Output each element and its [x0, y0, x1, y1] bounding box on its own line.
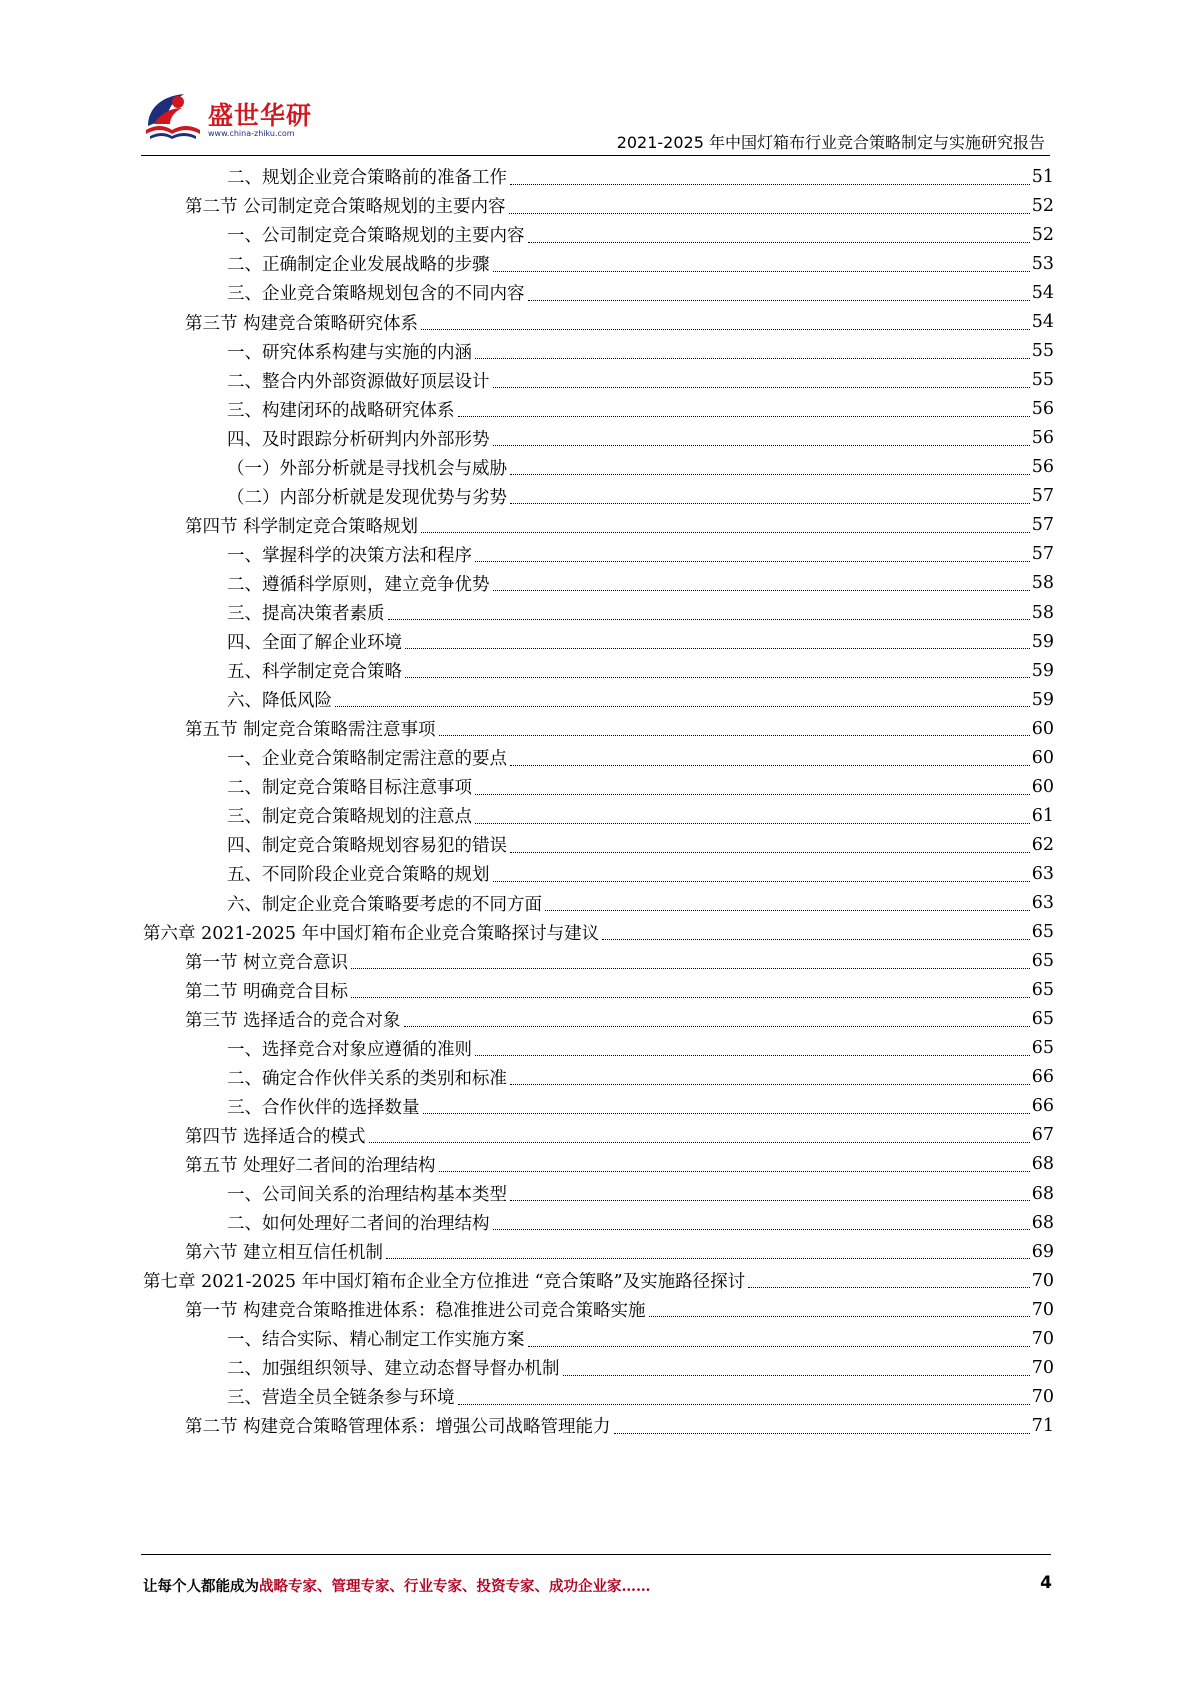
toc-entry[interactable]	[227, 452, 1054, 484]
toc-entry-page: 69	[1031, 1241, 1054, 1262]
toc-entry-page: 71	[1031, 1415, 1054, 1436]
toc-entry-title: 第二节 明确竞合目标	[185, 981, 349, 1002]
toc-entry-title: 五、不同阶段企业竞合策略的规划	[227, 865, 490, 886]
toc-entry[interactable]	[227, 1062, 1054, 1094]
toc-dot-leader	[475, 358, 1030, 359]
toc-entry-page: 62	[1031, 834, 1054, 855]
toc-entry-page: 65	[1031, 922, 1054, 943]
toc-entry[interactable]	[227, 1352, 1054, 1384]
toc-dot-leader	[475, 823, 1030, 824]
toc-entry[interactable]	[227, 1178, 1054, 1210]
toc-entry-title: 二、遵循科学原则，建立竞争优势	[227, 574, 490, 595]
logo-emblem	[140, 86, 206, 144]
toc-entry-title: 二、确定合作伙伴关系的类别和标准	[227, 1068, 507, 1089]
toc-dot-leader	[528, 242, 1030, 243]
toc-entry-page: 59	[1031, 631, 1054, 652]
toc-entry[interactable]	[185, 510, 1054, 542]
toc-entry-page: 53	[1031, 253, 1054, 274]
toc-entry-page: 52	[1031, 195, 1054, 216]
toc-entry-title: 第一节 构建竞合策略推进体系：稳准推进公司竞合策略实施	[185, 1301, 646, 1322]
toc-entry[interactable]	[185, 974, 1054, 1006]
toc-dot-leader	[405, 677, 1030, 678]
toc-entry-title: 三、构建闭环的战略研究体系	[227, 400, 455, 421]
toc-entry[interactable]	[227, 684, 1054, 716]
toc-entry[interactable]	[185, 1294, 1054, 1326]
toc-entry[interactable]	[227, 1091, 1054, 1123]
toc-entry-page: 67	[1031, 1125, 1054, 1146]
toc-entry[interactable]	[185, 1149, 1054, 1181]
toc-dot-leader	[528, 1346, 1030, 1347]
toc-dot-leader	[493, 590, 1030, 591]
toc-dot-leader	[510, 1084, 1030, 1085]
toc-entry[interactable]	[185, 306, 1054, 338]
toc-entry-page: 70	[1031, 1299, 1054, 1320]
toc-entry[interactable]	[227, 1207, 1054, 1239]
toc-dot-leader	[475, 794, 1030, 795]
toc-dot-leader	[510, 1200, 1030, 1201]
toc-entry-title: 一、选择竞合对象应遵循的准则	[227, 1039, 472, 1060]
toc-entry[interactable]	[185, 1120, 1054, 1152]
toc-entry-page: 56	[1031, 457, 1054, 478]
footer-slogan-highlight: 战略专家、管理专家、行业专家、投资专家、成功企业家……	[259, 1578, 651, 1595]
toc-entry-title: 三、制定竞合策略规划的注意点	[227, 807, 472, 828]
toc-entry[interactable]	[227, 393, 1054, 425]
toc-entry[interactable]	[185, 945, 1054, 977]
logo-name: 盛世华研	[208, 101, 313, 130]
toc-entry[interactable]	[227, 771, 1054, 803]
toc-entry[interactable]	[185, 713, 1054, 745]
toc-dot-leader	[493, 271, 1030, 272]
toc-entry-page: 68	[1031, 1183, 1054, 1204]
toc-entry-title: 四、全面了解企业环境	[227, 633, 402, 654]
toc-dot-leader	[510, 184, 1030, 185]
toc-entry-title: 第一节 树立竞合意识	[185, 952, 349, 973]
toc-entry-page: 63	[1031, 893, 1054, 913]
page-number: 4	[1040, 1573, 1052, 1593]
toc-dot-leader	[748, 1287, 1030, 1288]
toc-entry-page: 59	[1031, 689, 1054, 710]
toc-dot-leader	[602, 939, 1030, 940]
toc-entry[interactable]	[227, 800, 1054, 832]
toc-entry-page: 56	[1031, 428, 1054, 449]
toc-entry-page: 59	[1031, 660, 1054, 681]
toc-dot-leader	[475, 1055, 1030, 1056]
toc-entry[interactable]	[185, 1410, 1054, 1442]
toc-entry-page: 66	[1031, 1096, 1054, 1117]
toc-entry[interactable]	[185, 1236, 1054, 1268]
footer-slogan-prefix: 让每个人都能成为	[143, 1578, 259, 1595]
toc-entry[interactable]	[185, 190, 1054, 222]
toc-entry[interactable]	[227, 858, 1054, 890]
toc-entry-title: 三、合作伙伴的选择数量	[227, 1097, 420, 1118]
toc-entry-page: 68	[1031, 1154, 1054, 1175]
toc-entry-title: （一）外部分析就是寻找机会与威胁	[227, 458, 507, 479]
toc-entry[interactable]	[227, 335, 1054, 367]
toc-dot-leader	[458, 416, 1030, 417]
toc-entry-title: 一、结合实际、精心制定工作实施方案	[227, 1330, 525, 1351]
toc-dot-leader	[404, 1026, 1030, 1027]
toc-entry[interactable]	[227, 1033, 1054, 1065]
toc-entry-page: 68	[1031, 1212, 1054, 1233]
toc-entry[interactable]	[227, 829, 1054, 861]
toc-dot-leader	[510, 474, 1030, 475]
toc-dot-leader	[421, 532, 1030, 533]
toc-entry-page: 54	[1031, 312, 1054, 332]
toc-dot-leader	[439, 1171, 1030, 1172]
toc-entry[interactable]	[227, 422, 1054, 454]
toc-entry-page: 60	[1031, 718, 1054, 739]
toc-entry-page: 66	[1031, 1067, 1054, 1088]
toc-dot-leader	[423, 1113, 1030, 1114]
toc-entry-title: 第五节 处理好二者间的治理结构	[185, 1155, 436, 1176]
toc-entry[interactable]	[143, 916, 1054, 948]
toc-entry-page: 70	[1031, 1386, 1054, 1407]
toc-entry-title: （二）内部分析就是发现优势与劣势	[227, 487, 507, 508]
toc-entry[interactable]	[227, 742, 1054, 774]
toc-dot-leader	[388, 619, 1030, 620]
toc-entry-title: 第六章 2021-2025 年中国灯箱布企业竞合策略探讨与建议	[143, 923, 600, 944]
toc-entry-title: 第五节 制定竞合策略需注意事项	[185, 720, 436, 741]
toc-entry-page: 65	[1031, 951, 1054, 972]
company-logo	[140, 86, 313, 146]
toc-dot-leader	[351, 997, 1030, 998]
toc-dot-leader	[421, 329, 1030, 330]
toc-entry-page: 65	[1031, 1009, 1054, 1030]
toc-dot-leader	[369, 1142, 1030, 1143]
toc-entry-page: 63	[1031, 863, 1054, 884]
toc-entry-page: 58	[1031, 602, 1054, 623]
toc-entry-title: 第二节 构建竞合策略管理体系：增强公司战略管理能力	[185, 1417, 611, 1438]
toc-entry[interactable]	[227, 1323, 1054, 1355]
toc-entry[interactable]	[227, 1381, 1054, 1413]
toc-entry-page: 54	[1031, 282, 1054, 303]
toc-dot-leader	[405, 648, 1030, 649]
toc-entry-title: 一、公司制定竞合策略规划的主要内容	[227, 226, 525, 247]
toc-dot-leader	[439, 735, 1030, 736]
toc-entry[interactable]	[227, 655, 1054, 687]
toc-dot-leader	[510, 852, 1030, 853]
toc-entry-title: 第四节 科学制定竞合策略规划	[185, 516, 419, 537]
toc-entry-title: 一、公司间关系的治理结构基本类型	[227, 1185, 507, 1205]
toc-dot-leader	[493, 387, 1030, 388]
toc-entry-title: 二、正确制定企业发展战略的步骤	[227, 255, 490, 276]
toc-entry-title: 六、降低风险	[227, 691, 332, 712]
toc-dot-leader	[493, 881, 1030, 882]
toc-entry-page: 60	[1031, 747, 1054, 768]
toc-dot-leader	[510, 503, 1030, 504]
page-header	[0, 0, 1191, 160]
toc-dot-leader	[509, 213, 1030, 214]
toc-entry[interactable]	[227, 626, 1054, 658]
toc-entry-title: 一、掌握科学的决策方法和程序	[227, 545, 472, 566]
toc-dot-leader	[545, 910, 1030, 911]
footer-slogan	[143, 1575, 651, 1596]
toc-entry-page: 57	[1031, 486, 1054, 507]
toc-entry-title: 一、企业竞合策略制定需注意的要点	[227, 749, 507, 770]
toc-entry[interactable]	[227, 161, 1054, 193]
toc-entry-page: 51	[1031, 166, 1054, 187]
toc-entry[interactable]	[227, 597, 1054, 629]
toc-dot-leader	[649, 1316, 1030, 1317]
toc-entry-title: 第七章 2021-2025 年中国灯箱布企业全方位推进 “竞合策略”及实施路径探讨	[143, 1272, 746, 1293]
toc-entry-title: 六、制定企业竞合策略要考虑的不同方面	[227, 894, 542, 915]
toc-entry-title: 二、整合内外部资源做好顶层设计	[227, 371, 490, 392]
toc-entry-title: 五、科学制定竞合策略	[227, 662, 402, 683]
toc-entry-page: 57	[1031, 515, 1054, 536]
toc-entry-title: 三、提高决策者素质	[227, 604, 385, 624]
toc-entry[interactable]	[227, 364, 1054, 396]
header-divider	[141, 155, 1050, 156]
toc-entry-page: 70	[1031, 1270, 1054, 1291]
toc-entry-title: 第六节 建立相互信任机制	[185, 1243, 384, 1264]
toc-entry-page: 58	[1031, 573, 1054, 594]
toc-entry[interactable]	[227, 481, 1054, 513]
toc-entry-page: 60	[1031, 776, 1054, 797]
report-title: 2021-2025 年中国灯箱布行业竞合策略制定与实施研究报告	[616, 133, 1045, 152]
toc-entry-title: 三、营造全员全链条参与环境	[227, 1388, 455, 1409]
toc-entry-title: 四、制定竞合策略规划容易犯的错误	[227, 836, 507, 857]
toc-entry-title: 四、及时跟踪分析研判内外部形势	[227, 429, 490, 450]
toc-entry-page: 55	[1031, 370, 1054, 391]
toc-entry-title: 三、企业竞合策略规划包含的不同内容	[227, 284, 525, 305]
toc-entry[interactable]	[227, 887, 1054, 919]
toc-dot-leader	[351, 968, 1030, 969]
toc-dot-leader	[528, 300, 1030, 301]
toc-entry-page: 56	[1031, 399, 1054, 420]
toc-entry-page: 57	[1031, 544, 1054, 565]
toc-entry-title: 二、制定竞合策略目标注意事项	[227, 778, 472, 799]
footer-divider	[141, 1554, 1051, 1555]
toc-entry-page: 65	[1031, 980, 1054, 1001]
toc-entry-page: 61	[1031, 805, 1054, 826]
toc-entry[interactable]	[227, 219, 1054, 251]
toc-entry[interactable]	[227, 568, 1054, 600]
toc-entry[interactable]	[227, 277, 1054, 309]
toc-entry[interactable]	[143, 1265, 1054, 1297]
toc-entry-page: 52	[1031, 224, 1054, 245]
toc-dot-leader	[458, 1404, 1030, 1405]
toc-entry-page: 55	[1031, 341, 1054, 362]
toc-dot-leader	[335, 706, 1030, 707]
toc-entry-title: 第二节 公司制定竞合策略规划的主要内容	[185, 197, 506, 218]
toc-dot-leader	[614, 1433, 1030, 1434]
toc-entry-title: 第三节 构建竞合策略研究体系	[185, 313, 419, 334]
toc-entry[interactable]	[227, 539, 1054, 571]
toc-entry-title: 一、研究体系构建与实施的内涵	[227, 342, 472, 363]
logo-url: www.china-zhiku.com	[208, 129, 295, 138]
toc-dot-leader	[386, 1258, 1030, 1259]
toc-dot-leader	[563, 1375, 1030, 1376]
toc-dot-leader	[475, 561, 1030, 562]
toc-entry-page: 70	[1031, 1357, 1054, 1378]
toc-entry-title: 第三节 选择适合的竞合对象	[185, 1010, 401, 1031]
toc-dot-leader	[510, 765, 1030, 766]
toc-entry-title: 二、规划企业竞合策略前的准备工作	[227, 168, 507, 189]
toc-entry-page: 65	[1031, 1038, 1054, 1059]
toc-entry[interactable]	[227, 248, 1054, 280]
toc-entry[interactable]	[185, 1003, 1054, 1035]
toc-dot-leader	[493, 1229, 1030, 1230]
toc-entry-title: 二、如何处理好二者间的治理结构	[227, 1214, 490, 1235]
toc-entry-title: 第四节 选择适合的模式	[185, 1126, 366, 1147]
toc-entry-title: 二、加强组织领导、建立动态督导督办机制	[227, 1359, 560, 1380]
toc-dot-leader	[493, 445, 1030, 446]
toc-entry-page: 70	[1031, 1328, 1054, 1349]
